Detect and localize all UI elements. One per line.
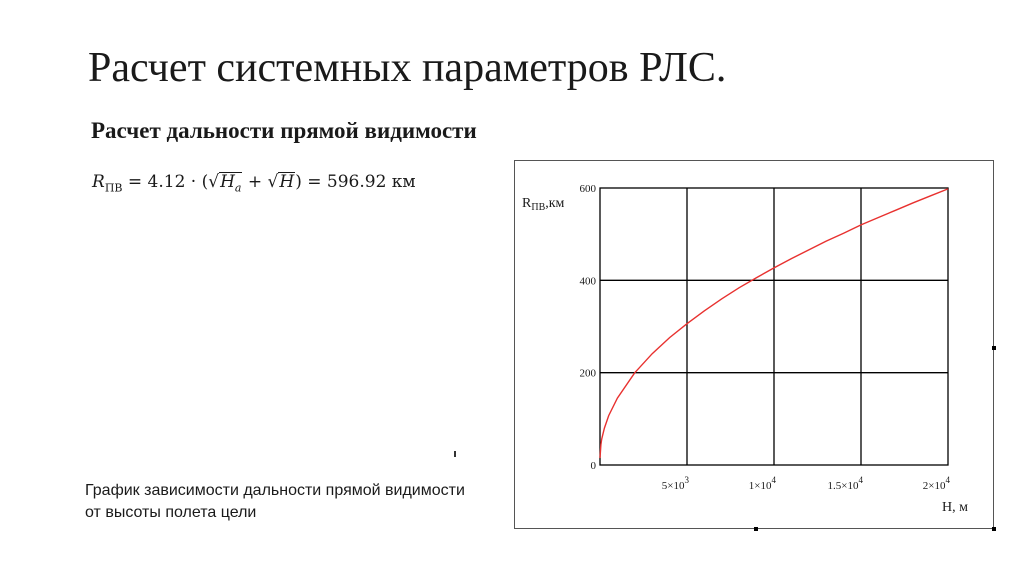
- caption-line-1: График зависимости дальности прямой видимости: [85, 482, 465, 499]
- x-tick-label: $2\times 10^4$: [922, 475, 950, 492]
- labels-layer: [522, 196, 968, 515]
- formula-lhs-sub: ПВ: [104, 181, 123, 195]
- slide-title: Расчет системных параметров РЛС.: [88, 45, 727, 91]
- y-tick-label: 0: [590, 460, 596, 472]
- caption-line-2: от высоты полета цели: [85, 504, 257, 521]
- range-formula: $R_{ПВ} = 4.12 \cdot (√H_a + √H) = 596.92$ км: [92, 172, 416, 195]
- x-axis-label: H, м: [942, 500, 968, 515]
- formula-ha-sub: a: [234, 181, 242, 195]
- ticks-layer: [580, 183, 951, 492]
- x-tick-label: $1.5\times 10^4$: [827, 475, 863, 492]
- formula-ha: H: [220, 172, 235, 192]
- formula-lhs: R: [92, 172, 105, 192]
- y-axis-label: $R_{ПВ},км$: [522, 196, 565, 213]
- slide-subtitle: Расчет дальности прямой видимости: [91, 118, 477, 143]
- formula-plus: +: [242, 172, 268, 192]
- formula-eq: = 4.12 · (: [122, 172, 209, 192]
- formula-h: H: [279, 172, 295, 192]
- y-tick-label: 400: [579, 275, 596, 288]
- x-tick-label: $5\times 10^3$: [661, 475, 689, 492]
- x-tick-label: $1\times 10^4$: [748, 475, 776, 492]
- y-tick-label: 200: [579, 367, 596, 380]
- y-tick-label: 600: [579, 183, 596, 195]
- formula-result: ) = 596.92 км: [295, 172, 416, 192]
- grid-layer: [600, 188, 948, 465]
